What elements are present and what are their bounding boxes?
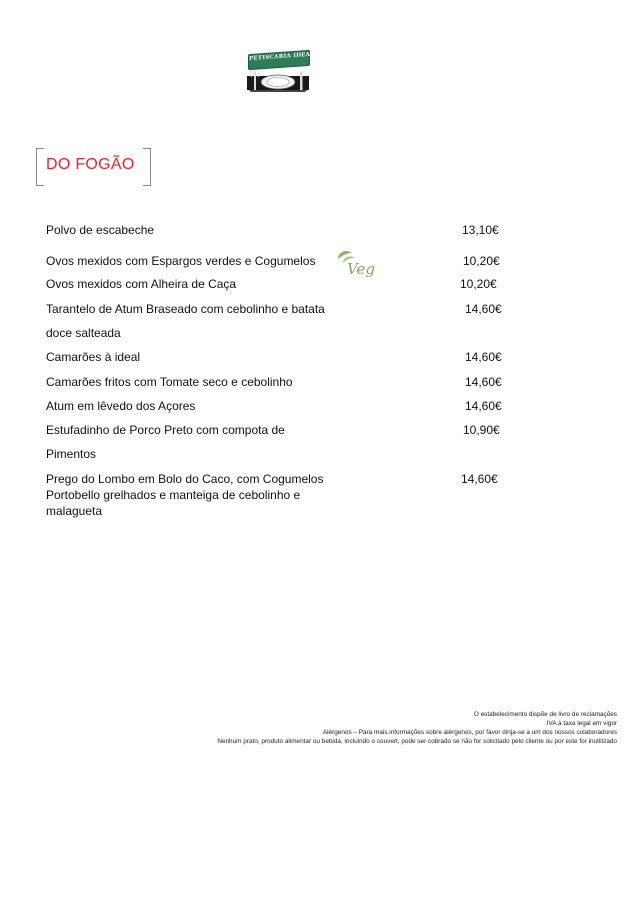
- bracket-left: [36, 148, 44, 186]
- menu-item-name-continued: Pimentos: [46, 447, 97, 461]
- menu-item-name: Tarantelo de Atum Braseado com cebolinho e batata: [46, 302, 325, 316]
- menu-item-price: 14,60€: [465, 399, 502, 413]
- menu-item-name-continued: malagueta: [46, 504, 103, 518]
- menu-item-price: 10,20€: [463, 254, 500, 268]
- logo-text: PETISCARIA IDEAL: [249, 51, 315, 63]
- vegetarian-icon: [334, 247, 375, 279]
- restaurant-logo: [245, 50, 315, 92]
- veg-badge-text: Veg: [347, 260, 375, 278]
- footer-allergens-note: Alérgenos – Para mais informações sobre alérgenos, por favor dirija-se a um dos nossos colaboradores: [322, 728, 617, 736]
- menu-item-price: 14,60€: [465, 375, 502, 389]
- bracket-right: [143, 148, 151, 186]
- menu-item-name: Prego do Lombo em Bolo do Caco, com Cogumelos: [46, 472, 324, 486]
- menu-item-price: 14,60€: [461, 472, 498, 486]
- menu-item-price: 10,90€: [463, 423, 500, 437]
- section-heading: [36, 148, 158, 188]
- menu-item-price: 10,20€: [460, 277, 497, 291]
- menu-item-name: Ovos mexidos com Espargos verdes e Cogumelos: [46, 254, 316, 268]
- legal-footer: [217, 711, 617, 747]
- footer-complaints-book: O estabelecimento dispõe de livro de reclamações: [473, 711, 617, 718]
- menu-item-name: Estufadinho de Porco Preto com compota de: [46, 423, 285, 437]
- menu-item-name: Camarões fritos com Tomate seco e cebolinho: [46, 375, 293, 389]
- menu-item-price: 14,60€: [465, 350, 502, 364]
- menu-item-name: Polvo de escabeche: [46, 223, 155, 237]
- footer-vat-note: IVA à taxa legal em vigor: [546, 719, 617, 727]
- menu-item-price: 13,10€: [462, 223, 499, 237]
- menu-item-name-continued: Portobello grelhados e manteiga de cebolinho e: [46, 488, 301, 502]
- plate-cutlery-icon: [245, 68, 311, 92]
- menu-item-name: Camarões à ideal: [46, 350, 141, 364]
- section-title: DO FOGÃO: [46, 156, 135, 173]
- menu-item-name-continued: doce salteada: [46, 326, 121, 340]
- footer-couvert-note: Nenhum prato, produto alimentar ou bebida, incluindo o couvert, pode ser cobrado se não for solicitado pelo cliente ou por este for inutilizado: [217, 737, 617, 745]
- menu-item-name: Atum em lêvedo dos Açores: [46, 399, 196, 413]
- menu-item-name: Ovos mexidos com Alheira de Caça: [46, 277, 237, 291]
- menu-item-price: 14,60€: [465, 302, 502, 316]
